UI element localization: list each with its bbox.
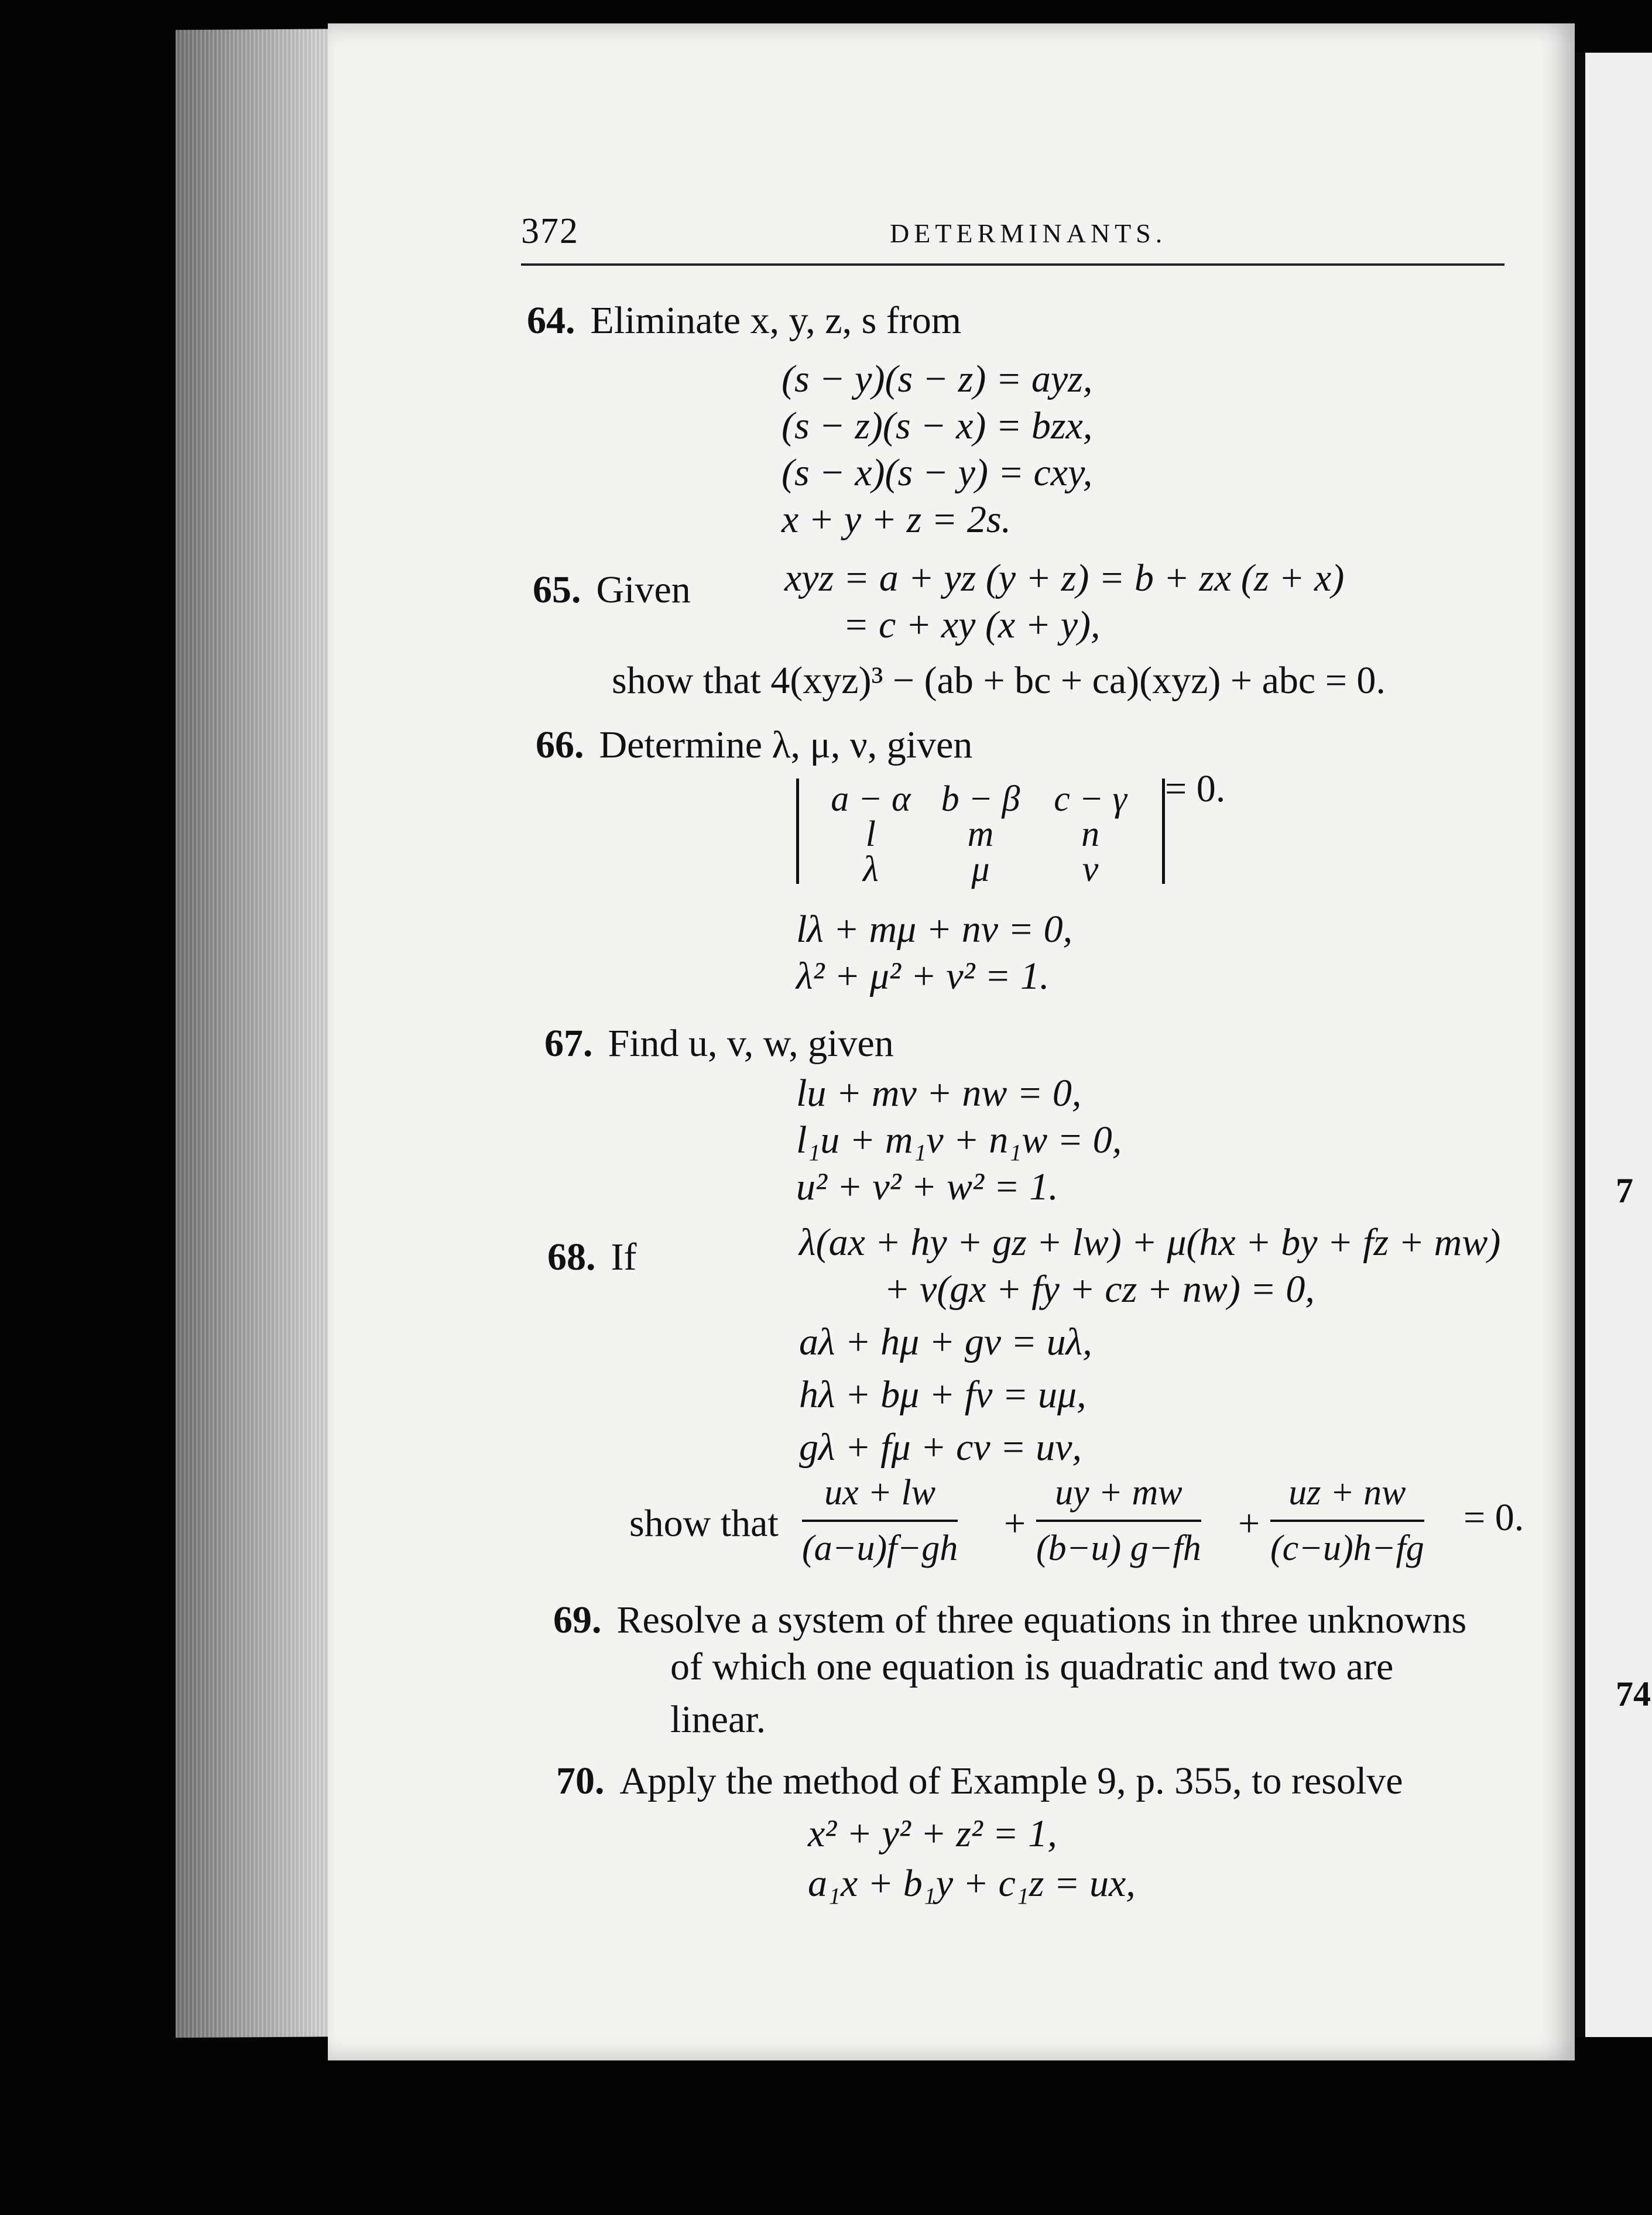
det-cell: μ [971, 849, 990, 889]
facing-page-fragment-a: 7 [1616, 1171, 1633, 1210]
fraction-2-numerator: uy + mw [1036, 1472, 1201, 1522]
problem-65-number: 65. [533, 568, 581, 611]
problem-68-eq-3: aλ + hμ + gν = uλ, [799, 1321, 1092, 1363]
fraction-3 [1270, 1472, 1424, 1569]
problem-69-line-2: of which one equation is quadratic and two are [670, 1645, 1394, 1688]
problem-65-eq-2: = c + xy (x + y), [843, 604, 1101, 646]
det-cell: c − γ [1054, 779, 1127, 819]
problem-64-eq-1: (s − y)(s − z) = ayz, [782, 358, 1093, 400]
problem-69-number: 69. [553, 1599, 602, 1641]
problem-70-eq-2: a₁x + b₁y + c₁z = ux, [808, 1862, 1136, 1905]
problem-68-intro [547, 1238, 636, 1277]
fraction-1-numerator: ux + lw [802, 1472, 958, 1522]
problem-70-eq-1: x² + y² + z² = 1, [808, 1812, 1057, 1855]
problem-67-eq-2: l₁u + m₁v + n₁w = 0, [796, 1119, 1122, 1161]
problem-67-eq-3: u² + v² + w² = 1. [796, 1165, 1058, 1208]
fraction-1-denominator: (a−u)f−gh [802, 1528, 958, 1568]
problem-65-eq-1: xyz = a + yz (y + z) = b + zx (z + x) [784, 557, 1345, 599]
problem-64-number: 64. [527, 299, 575, 342]
det-cell: m [967, 814, 994, 854]
fraction-1 [802, 1472, 958, 1569]
problem-68-eq-1: λ(ax + hy + gz + lw) + μ(hx + by + fz + mw) [799, 1221, 1501, 1264]
fraction-2-denominator: (b−u) g−fh [1036, 1528, 1201, 1568]
problem-67-intro [544, 1024, 894, 1063]
problem-66-eq-1: lλ + mμ + nν = 0, [796, 908, 1073, 951]
problem-70-number: 70. [556, 1760, 605, 1802]
problem-66-intro [536, 726, 972, 764]
problem-68-number: 68. [547, 1236, 596, 1278]
problem-64-intro [527, 301, 961, 340]
problem-68-eq-2: + ν(gx + fy + cz + nw) = 0, [884, 1268, 1315, 1311]
problem-68-end: = 0. [1464, 1496, 1524, 1539]
problem-69-text-1: Resolve a system of three equations in three unknowns [616, 1599, 1467, 1641]
page-number: 372 [521, 211, 579, 251]
det-cell: ν [1082, 849, 1099, 889]
det-cell: l [865, 814, 876, 854]
fraction-2 [1036, 1472, 1201, 1569]
plus-sign-1: + [1004, 1502, 1026, 1545]
problem-65-show: show that 4(xyz)³ − (ab + bc + ca)(xyz) + abc = 0. [612, 659, 1386, 702]
determinant [796, 779, 1165, 889]
det-cell: a − α [831, 779, 911, 819]
problem-67-eq-1: lu + mv + nw = 0, [796, 1072, 1082, 1115]
problem-66-eq-2: λ² + μ² + ν² = 1. [796, 955, 1050, 997]
problem-66-text: Determine λ, μ, ν, given [599, 724, 973, 766]
running-head: DETERMINANTS. [890, 218, 1167, 248]
determinant-equals: = 0. [1165, 767, 1226, 810]
facing-page [1575, 53, 1652, 2037]
problem-69-line-1 [553, 1601, 1466, 1640]
det-cell: n [1081, 814, 1100, 854]
problem-68-eq-4: hλ + bμ + fν = uμ, [799, 1373, 1087, 1416]
fraction-3-numerator: uz + nw [1270, 1472, 1424, 1522]
problem-70-intro [556, 1762, 1403, 1801]
problem-67-text: Find u, v, w, given [608, 1022, 894, 1065]
determinant-row-3 [817, 849, 1144, 890]
problem-68-show: show that [629, 1502, 779, 1545]
problem-64-eq-2: (s − z)(s − x) = bzx, [782, 404, 1093, 447]
problem-69-line-3: linear. [670, 1698, 766, 1741]
problem-64-eq-4: x + y + z = 2s. [782, 498, 1012, 541]
facing-page-fragment-b: 74 [1616, 1675, 1651, 1713]
fraction-3-denominator: (c−u)h−fg [1270, 1528, 1424, 1568]
page-header [521, 211, 1504, 266]
problem-67-number: 67. [544, 1022, 593, 1065]
det-cell: b − β [941, 779, 1020, 819]
problem-64-text: Eliminate x, y, z, s from [590, 299, 962, 342]
problem-70-text: Apply the method of Example 9, p. 355, to resolve [619, 1760, 1403, 1802]
problem-65-intro [533, 568, 691, 611]
problem-65-text: Given [596, 568, 691, 611]
problem-64-eq-3: (s − x)(s − y) = cxy, [782, 451, 1093, 494]
problem-66-number: 66. [536, 724, 584, 766]
problem-68-text: If [611, 1236, 637, 1278]
det-cell: λ [862, 849, 879, 889]
problem-68-eq-5: gλ + fμ + cν = uν, [799, 1426, 1082, 1469]
plus-sign-2: + [1238, 1502, 1260, 1545]
